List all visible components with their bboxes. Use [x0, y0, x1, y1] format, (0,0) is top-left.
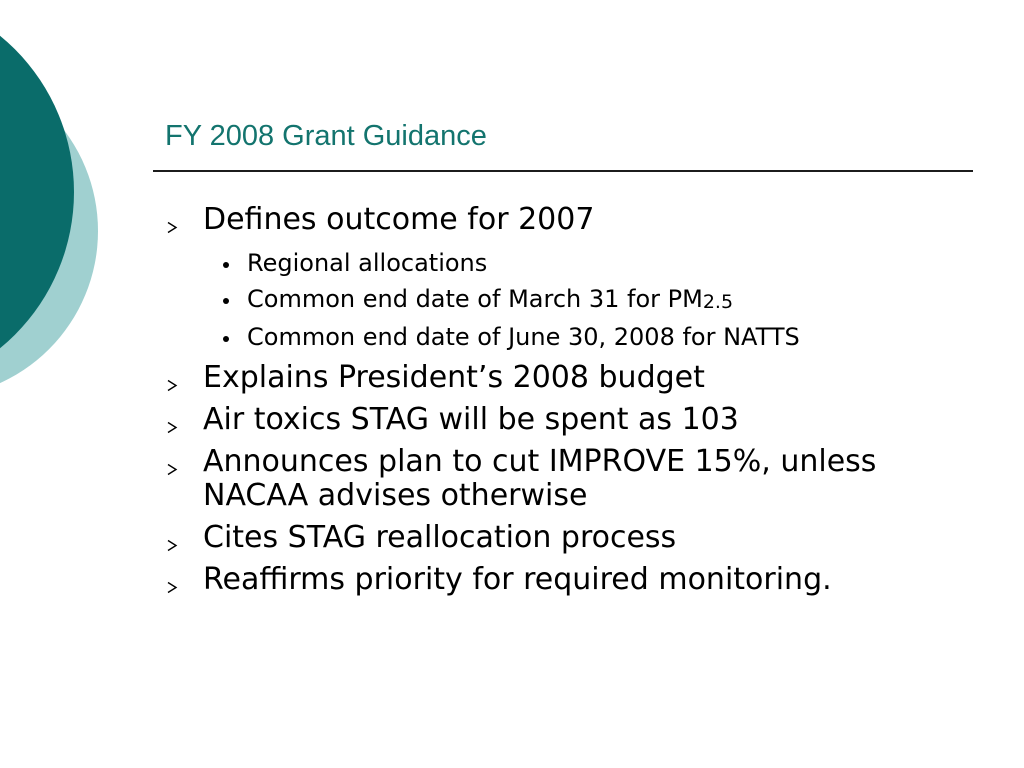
- chevron-right-icon: [166, 421, 179, 434]
- chevron-right-icon: [166, 463, 179, 476]
- bullet-text: Announces plan to cut IMPROVE 15%, unless NACAA advises otherwise: [203, 444, 877, 513]
- bullet-item: [160, 361, 980, 395]
- bullet-icon: [223, 298, 229, 304]
- title-divider: [153, 170, 973, 172]
- bullet-item: [160, 203, 980, 237]
- sub-bullet-text: Regional allocations: [247, 249, 488, 277]
- chevron-right-icon: [166, 221, 179, 234]
- bullet-item: [160, 403, 980, 437]
- bullet-text: Reaffirms priority for required monitoring.: [203, 562, 832, 597]
- bullet-list: [160, 203, 980, 605]
- chevron-right-icon: [166, 379, 179, 392]
- bullet-text: Air toxics STAG will be spent as 103: [203, 402, 739, 437]
- chevron-right-icon: [166, 539, 179, 552]
- sub-bullet-item: [160, 281, 980, 319]
- slide-title: FY 2008 Grant Guidance: [165, 120, 487, 152]
- chevron-right-icon: [166, 581, 179, 594]
- sub-bullet-item: [160, 245, 980, 281]
- bullet-text: Defines outcome for 2007: [203, 202, 595, 237]
- subscript-text: 2.5: [702, 291, 734, 313]
- bullet-text: Explains President’s 2008 budget: [203, 360, 705, 395]
- bullet-item: [160, 563, 980, 597]
- sub-bullet-item: [160, 319, 980, 355]
- bullet-text: Cites STAG reallocation process: [203, 520, 677, 555]
- bullet-item: [160, 521, 980, 555]
- bullet-icon: [223, 262, 229, 268]
- sub-bullet-text: Common end date of June 30, 2008 for NATTS: [247, 323, 800, 351]
- bullet-icon: [223, 336, 229, 342]
- sub-bullet-text: Common end date of March 31 for PM: [247, 285, 703, 313]
- bullet-item: [160, 445, 980, 513]
